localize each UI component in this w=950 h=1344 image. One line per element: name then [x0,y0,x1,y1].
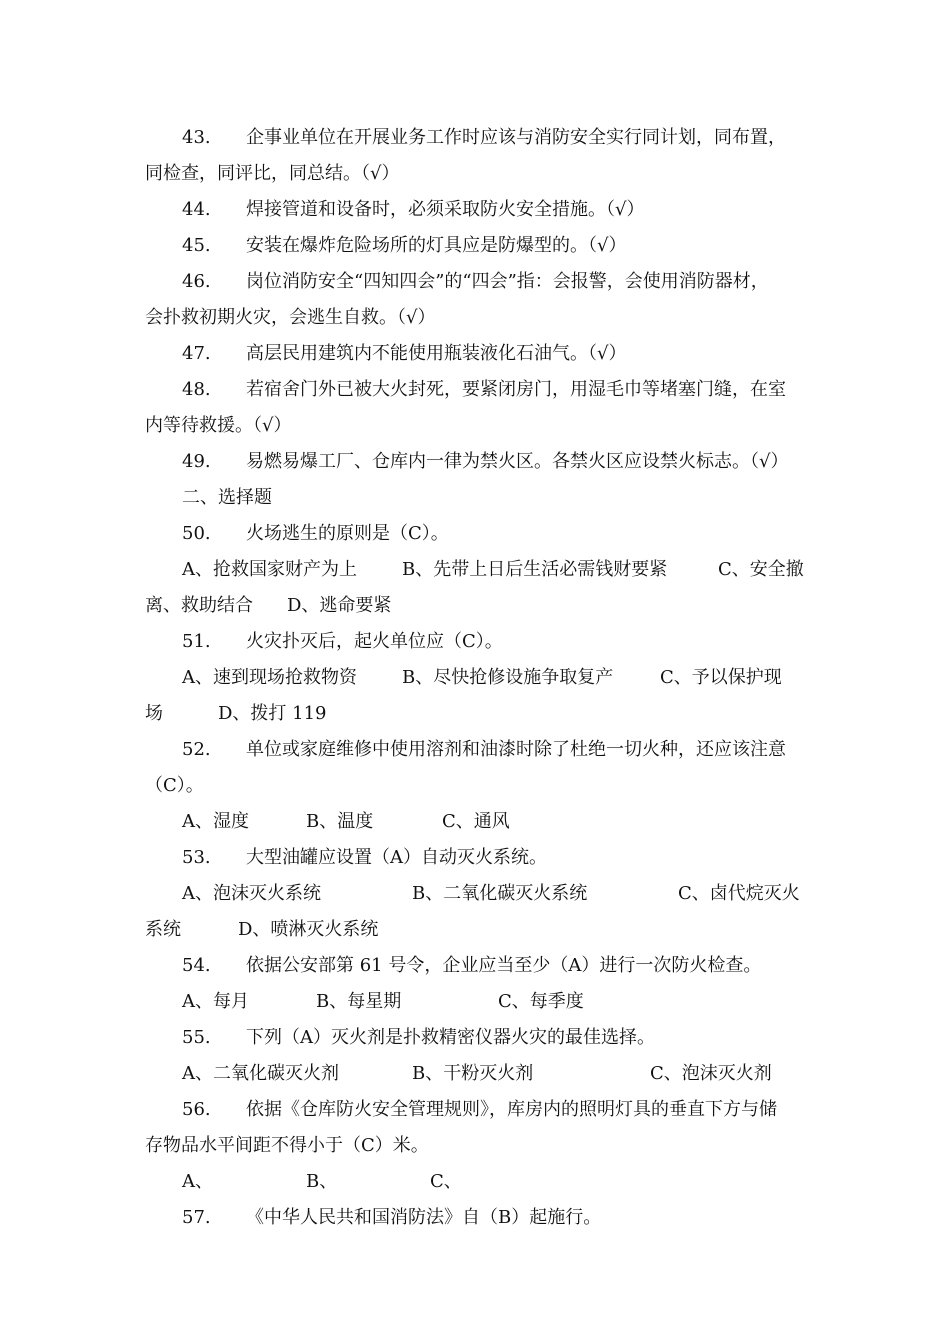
question-number: 55. [182,1027,211,1048]
item-number: 46. [182,271,211,292]
option-b: B、 [306,1171,338,1192]
item-44-line-1 [182,198,644,222]
option-d: D、逃命要紧 [287,595,392,616]
question-text: 单位或家庭维修中使用溶剂和油漆时除了杜绝一切火种，还应该注意 [246,739,786,760]
question-56-line-2: 存物品水平间距不得小于（C）米。 [145,1135,429,1156]
option-c: C、泡沫灭火剂 [650,1063,772,1084]
option-a: A、每月 [182,991,249,1012]
item-46-line-1 [182,270,769,294]
option-b: B、每星期 [316,991,402,1012]
item-43-line-1 [182,126,786,150]
question-number: 51. [182,631,211,652]
item-text: 高层民用建筑内不能使用瓶装液化石油气。（√） [246,343,627,364]
question-number: 52. [182,739,211,760]
item-47-line-1 [182,342,626,366]
item-46-line-2: 会扑救初期火灾，会逃生自救。（√） [145,307,436,328]
option-b: B、干粉灭火剂 [412,1063,534,1084]
option-c: C、通风 [442,811,510,832]
option-a: A、抢救国家财产为上 [182,559,357,580]
item-45-line-1 [182,234,626,258]
option-a: A、泡沫灭火系统 [182,883,321,904]
question-52-line-1 [182,738,786,762]
option-a: A、 [182,1171,213,1192]
question-51 [182,630,503,654]
item-number: 47. [182,343,211,364]
item-text: 若宿舍门外已被大火封死，要紧闭房门，用湿毛巾等堵塞门缝，在室 [246,379,786,400]
option-continuation: 离、救助结合 [145,595,253,616]
question-52-line-2: （C）。 [145,775,204,796]
option-c: C、安全撤 [718,559,804,580]
option-a: A、速到现场抢救物资 [182,667,357,688]
option-continuation: 场 [145,703,163,724]
question-50 [182,522,449,546]
question-number: 54. [182,955,211,976]
item-text: 焊接管道和设备时，必须采取防火安全措施。（√） [246,199,645,220]
item-text: 易燃易爆工厂、仓库内一律为禁火区。各禁火区应设禁火标志。（√） [246,451,789,472]
option-c: C、每季度 [498,991,584,1012]
option-c: C、予以保护现 [660,667,782,688]
option-d: D、喷淋灭火系统 [238,919,379,940]
question-56-line-1 [182,1098,777,1122]
question-55 [182,1026,655,1050]
option-d: D、拨打 119 [218,703,327,724]
item-text: 安装在爆炸危险场所的灯具应是防爆型的。（√） [246,235,627,256]
option-a: A、湿度 [182,811,249,832]
question-number: 50. [182,523,211,544]
option-c: C、 [430,1171,462,1192]
item-text: 企事业单位在开展业务工作时应该与消防安全实行同计划，同布置， [246,127,786,148]
option-b: B、二氧化碳灭火系统 [412,883,588,904]
option-c: C、卤代烷灭火 [678,883,800,904]
question-text: 依据《仓库防火安全管理规则》，库房内的照明灯具的垂直下方与储 [246,1099,777,1120]
question-number: 56. [182,1099,211,1120]
item-number: 43. [182,127,211,148]
question-53 [182,846,547,870]
question-number: 57. [182,1207,211,1228]
question-text: 《中华人民共和国消防法》自（B）起施行。 [246,1207,602,1228]
item-48-line-2: 内等待救援。（√） [145,415,292,436]
item-43-line-2: 同检查，同评比，同总结。（√） [145,163,400,184]
question-text: 大型油罐应设置（A）自动灭火系统。 [246,847,547,868]
item-number: 45. [182,235,211,256]
option-b: B、先带上日后生活必需钱财要紧 [402,559,668,580]
question-text: 火灾扑灭后，起火单位应（C）。 [246,631,503,652]
question-text: 下列（A）灭火剂是扑救精密仪器火灾的最佳选择。 [246,1027,655,1048]
item-48-line-1 [182,378,786,402]
item-number: 49. [182,451,211,472]
option-a: A、二氧化碳灭火剂 [182,1063,339,1084]
question-text: 火场逃生的原则是（C）。 [246,523,449,544]
option-continuation: 系统 [145,919,181,940]
item-number: 48. [182,379,211,400]
question-57 [182,1206,601,1230]
option-b: B、温度 [306,811,374,832]
question-number: 53. [182,847,211,868]
question-text: 依据公安部第 61 号令，企业应当至少（A）进行一次防火检查。 [246,955,762,976]
item-text: 岗位消防安全“四知四会”的“四会”指：会报警，会使用消防器材， [246,271,769,292]
question-54 [182,954,761,978]
section-title: 二、选择题 [182,487,272,508]
option-b: B、尽快抢修设施争取复产 [402,667,614,688]
item-49-line-1 [182,450,788,474]
item-number: 44. [182,199,211,220]
